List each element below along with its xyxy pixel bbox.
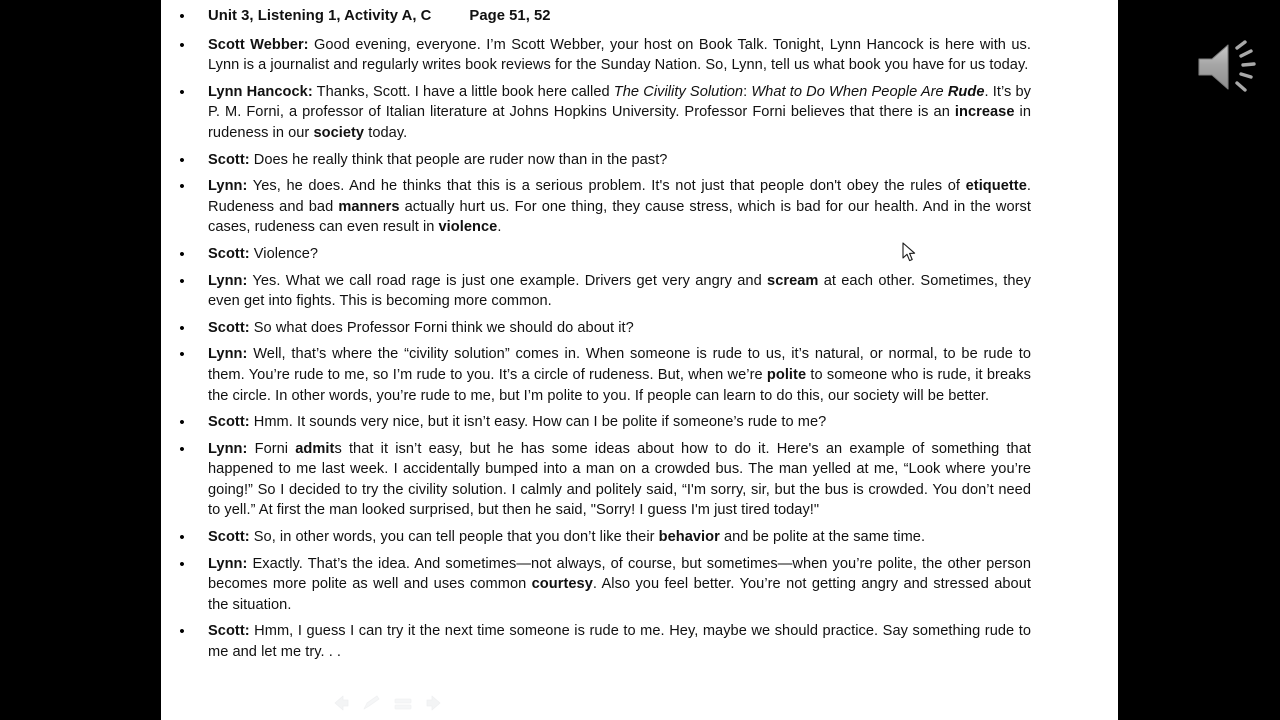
letterbox-left [0, 0, 161, 720]
slide-heading [208, 6, 1031, 27]
list-item [161, 150, 1118, 171]
heading-unit: Unit 3, Listening 1, Activity A, C [208, 8, 432, 24]
bullet-icon: • [179, 245, 185, 263]
transcript-line: Scott: Hmm, I guess I can try it the next time someone is rude to me. Hey, maybe we should practice. Say something rude to me and let me try. . . [208, 623, 1031, 661]
list-item [161, 527, 1118, 548]
list-item [161, 621, 1118, 662]
list-item [161, 318, 1118, 339]
list-item [161, 176, 1118, 238]
emphasis-term: etiquette [965, 178, 1027, 195]
speaker-label: Lynn: [208, 272, 248, 289]
bullet-icon: • [179, 178, 185, 196]
transcript-line: Scott: Violence? [208, 245, 319, 262]
bullet-icon: • [179, 555, 185, 573]
emphasis-term: violence [438, 219, 498, 236]
speaker-label: Scott: [208, 151, 250, 168]
transcript-line: Lynn: Yes, he does. And he thinks that this is a serious problem. It's not just that people don't obey the rules of etiquette. Rudeness and bad manners actually hurt us. For one thing, they cause stress, which is bad for our health. And in the worst cases, rudeness can even result in violence. [208, 178, 1031, 236]
emphasis-term: society [313, 124, 365, 141]
book-title: The Civility Solution [613, 83, 744, 100]
speaker-label: Lynn Hancock: [208, 83, 313, 100]
emphasis-term: scream [767, 272, 819, 289]
speaker-label: Scott: [208, 245, 250, 262]
bullet-icon: • [179, 151, 185, 169]
transcript-line: Lynn: Yes. What we call road rage is just one example. Drivers get very angry and scream at each other. Sometimes, they even get into fights. This is becoming more common. [208, 272, 1032, 310]
heading-page: Page 51, 52 [469, 8, 551, 24]
speaker-label: Scott: [208, 319, 250, 336]
emphasis-term: increase [954, 104, 1015, 121]
transcript-line: Scott Webber: Good evening, everyone. I’m Scott Webber, your host on Book Talk. Tonight, Lynn Hancock is here with us. Lynn is a journalist and regularly writes book reviews for the Sunday Nation. So, Lynn, tell us what book you have for us today. [208, 36, 1031, 74]
emphasis-term: behavior [658, 529, 720, 546]
list-item [161, 271, 1118, 312]
list-item [161, 35, 1118, 76]
list-item [161, 439, 1118, 521]
list-item [161, 244, 1118, 265]
speaker-label: Lynn: [208, 346, 248, 363]
bullet-icon: • [179, 83, 185, 101]
pen-icon[interactable] [360, 692, 384, 714]
list-item [161, 412, 1118, 433]
list-item [161, 82, 1118, 144]
transcript-body [161, 0, 1118, 669]
slideshow-controls[interactable] [329, 692, 449, 714]
bullet-icon: • [179, 346, 185, 364]
bullet-icon: • [179, 414, 185, 432]
speaker-label: Lynn: [208, 555, 248, 572]
previous-slide-icon[interactable] [329, 692, 353, 714]
emphasis-term: admit [295, 440, 335, 457]
list-item [161, 344, 1118, 406]
bullet-icon: • [179, 319, 185, 337]
emphasis-term: courtesy [531, 576, 593, 593]
speaker-label: Lynn: [208, 178, 248, 195]
slideshow-menu-icon[interactable] [391, 692, 415, 714]
transcript-line: Scott: Does he really think that people are ruder now than in the past? [208, 151, 668, 168]
transcript-line: Scott: Hmm. It sounds very nice, but it isn’t easy. How can I be polite if someone’s rude to me? [208, 414, 827, 431]
list-item [161, 6, 1118, 27]
transcript-line: Lynn Hancock: Thanks, Scott. I have a little book here called The Civility Solution: What to Do When People Are Rude. It’s by P. M. Forni, a professor of Italian literature at Johns Hopkins University. Professor Forni believes that there is an increase in rudeness in our society today. [208, 83, 1031, 141]
speaker-icon[interactable] [1195, 36, 1271, 98]
transcript-line: Lynn: Forni admits that it isn’t easy, but he has some ideas about how to do it. Here's an example of something that happened to me last week. I accidentally bumped into a man on a crowded bus. The man yelled at me, “Look where you’re going!” So I decided to try the civility solution. I calmly and politely said, “I'm sorry, sir, but the bus is crowded. You don’t need to yell.” At first the man looked surprised, but then he said, "Sorry! I guess I'm just tired today!" [208, 440, 1031, 519]
bullet-icon: • [179, 8, 185, 25]
speaker-label: Scott Webber: [208, 36, 309, 53]
bullet-icon: • [179, 36, 185, 54]
transcript-line: Scott: So, in other words, you can tell people that you don’t like their behavior and be polite at the same time. [208, 529, 926, 546]
bullet-icon: • [179, 272, 185, 290]
emphasis-term: polite [766, 366, 807, 383]
list-item [161, 554, 1118, 616]
speaker-label: Lynn: [208, 440, 248, 457]
speaker-label: Scott: [208, 623, 250, 640]
next-slide-icon[interactable] [422, 692, 446, 714]
letterbox-right [1118, 0, 1280, 720]
emphasis-term: manners [338, 198, 400, 215]
bullet-icon: • [179, 623, 185, 641]
transcript-line: Scott: So what does Professor Forni think we should do about it? [208, 319, 634, 336]
speaker-label: Scott: [208, 414, 250, 431]
book-subtitle-end: Rude [947, 83, 985, 100]
transcript-line: Lynn: Exactly. That’s the idea. And sometimes—not always, of course, but sometimes—when you’re polite, the other person becomes more polite as well and uses common courtesy. Also you feel better. You’re not getting angry and stressed about the situation. [208, 555, 1031, 613]
slide-canvas [161, 0, 1118, 720]
bullet-icon: • [179, 440, 185, 458]
bullet-icon: • [179, 529, 185, 547]
transcript-line: Lynn: Well, that’s where the “civility solution” comes in. When someone is rude to us, it’s natural, or normal, to be rude to them. You’re rude to me, so I’m rude to you. It’s a circle of rudeness. But, when we’re polite to someone who is rude, it breaks the circle. In other words, you’re rude to me, but I’m polite to you. If people can learn to do this, our society will be better. [208, 346, 1031, 404]
speaker-label: Scott: [208, 529, 250, 546]
book-subtitle: What to Do When People Are [751, 83, 948, 100]
